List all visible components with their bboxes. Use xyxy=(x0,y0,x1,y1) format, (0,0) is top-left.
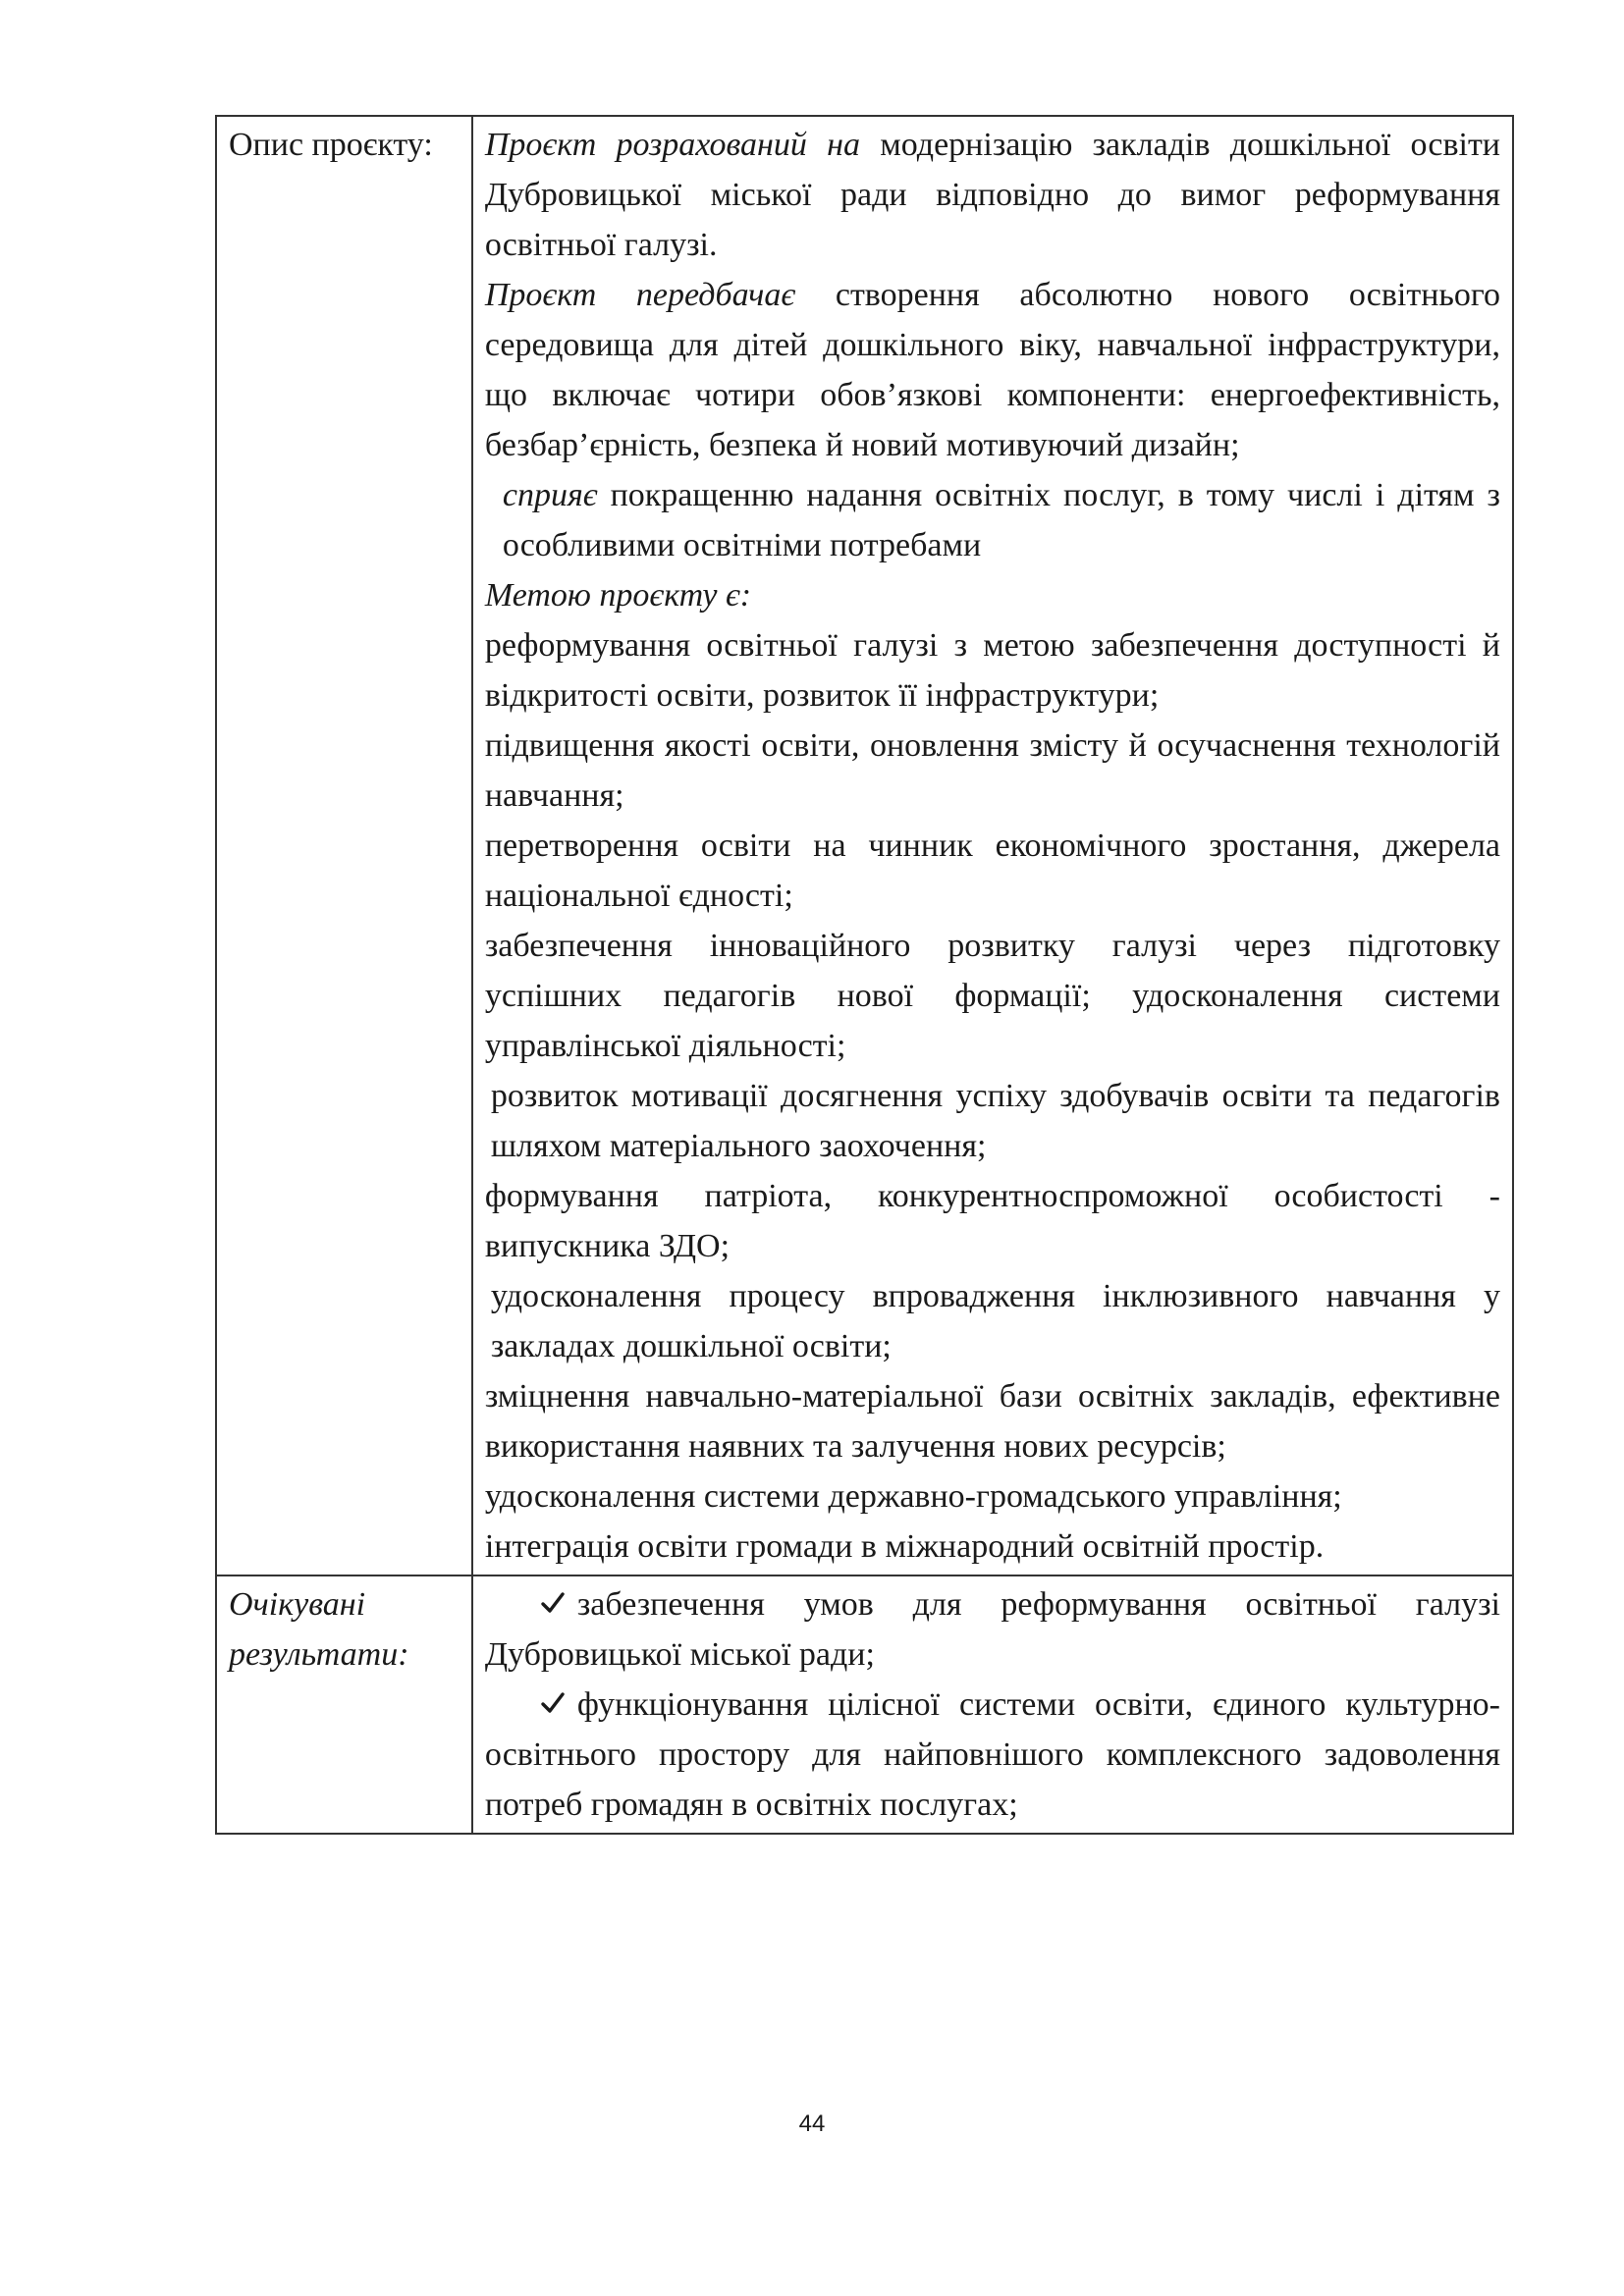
row-project-description xyxy=(216,116,1513,1575)
goal-item: інтеграція освіти громади в міжнародний освітній простір. xyxy=(484,1528,1325,1565)
check-icon xyxy=(540,1591,566,1615)
page-number: 44 xyxy=(798,2110,826,2137)
paragraph-promotes xyxy=(485,470,1500,570)
result-text: функціонування цілісної системи освіти, єдиного культурно-освітнього простору для найповнішого комплексного задоволення потреб громадян в освітніх послугах; xyxy=(484,1686,1500,1823)
content-cell-description xyxy=(472,116,1513,1575)
goal-item: розвиток мотивації досягнення успіху здобувачів освіти та педагогів шляхом матеріального заохочення; xyxy=(490,1078,1500,1164)
lead-phrase: сприяє xyxy=(502,477,598,513)
paragraph-goal-heading xyxy=(485,570,1500,620)
goal-item: підвищення якості освіти, оновлення змісту й осучаснення технологій навчання; xyxy=(484,727,1500,814)
paragraph-text: створення абсолютно нового освітнього середовища для дітей дошкільного віку, навчальної інфраструктури, що включає чотири обов’язкові компоненти: енергоефективність, безбар’єрність, безпека й новий мотивуючий дизайн; xyxy=(484,277,1501,463)
goal-item: перетворення освіти на чинник економічного зростання, джерела національної єдності; xyxy=(484,828,1500,914)
project-table xyxy=(215,115,1514,1835)
result-item xyxy=(485,1579,1500,1680)
goal-item: зміцнення навчально-матеріальної бази освітніх закладів, ефективне використання наявних та залучення нових ресурсів; xyxy=(484,1378,1500,1465)
result-text: забезпечення умов для реформування освітньої галузі Дубровицької міської ради; xyxy=(484,1586,1500,1673)
goal-heading: Метою проєкту є: xyxy=(484,577,752,614)
row-label-description: Опис проєкту: xyxy=(229,127,433,163)
paragraph-calculated xyxy=(485,120,1500,270)
lead-phrase: Проєкт розрахований на xyxy=(484,127,861,163)
paragraph-text: модернізацію закладів дошкільної освіти Дубровицької міської ради відповідно до вимог реформування освітньої галузі. xyxy=(484,127,1501,263)
content-cell-results xyxy=(472,1575,1513,1834)
goal-item: удосконалення системи державно-громадського управління; xyxy=(484,1478,1342,1515)
goal-item: реформування освітньої галузі з метою забезпечення доступності й відкритості освіти, розвиток її інфраструктури; xyxy=(484,627,1500,714)
row-label-results-line1: Очікувані xyxy=(229,1586,366,1623)
paragraph-text: покращенню надання освітніх послуг, в тому числі і дітям з особливими освітніми потребами xyxy=(502,477,1500,563)
lead-phrase: Проєкт передбачає xyxy=(484,277,796,313)
label-cell-results xyxy=(216,1575,472,1834)
paragraph-provides xyxy=(485,270,1500,470)
label-cell-description xyxy=(216,116,472,1575)
row-expected-results xyxy=(216,1575,1513,1834)
result-item xyxy=(485,1680,1500,1830)
goal-item: забезпечення інноваційного розвитку галузі через підготовку успішних педагогів нової формації; удосконалення системи управлінської діяльності; xyxy=(484,928,1500,1064)
goal-item: удосконалення процесу впровадження інклюзивного навчання у закладах дошкільної освіти; xyxy=(490,1278,1500,1364)
goal-item: формування патріота, конкурентноспроможної особистості - випускника ЗДО; xyxy=(484,1178,1500,1264)
row-label-results-line2: результати: xyxy=(229,1636,409,1673)
check-icon xyxy=(540,1691,566,1715)
